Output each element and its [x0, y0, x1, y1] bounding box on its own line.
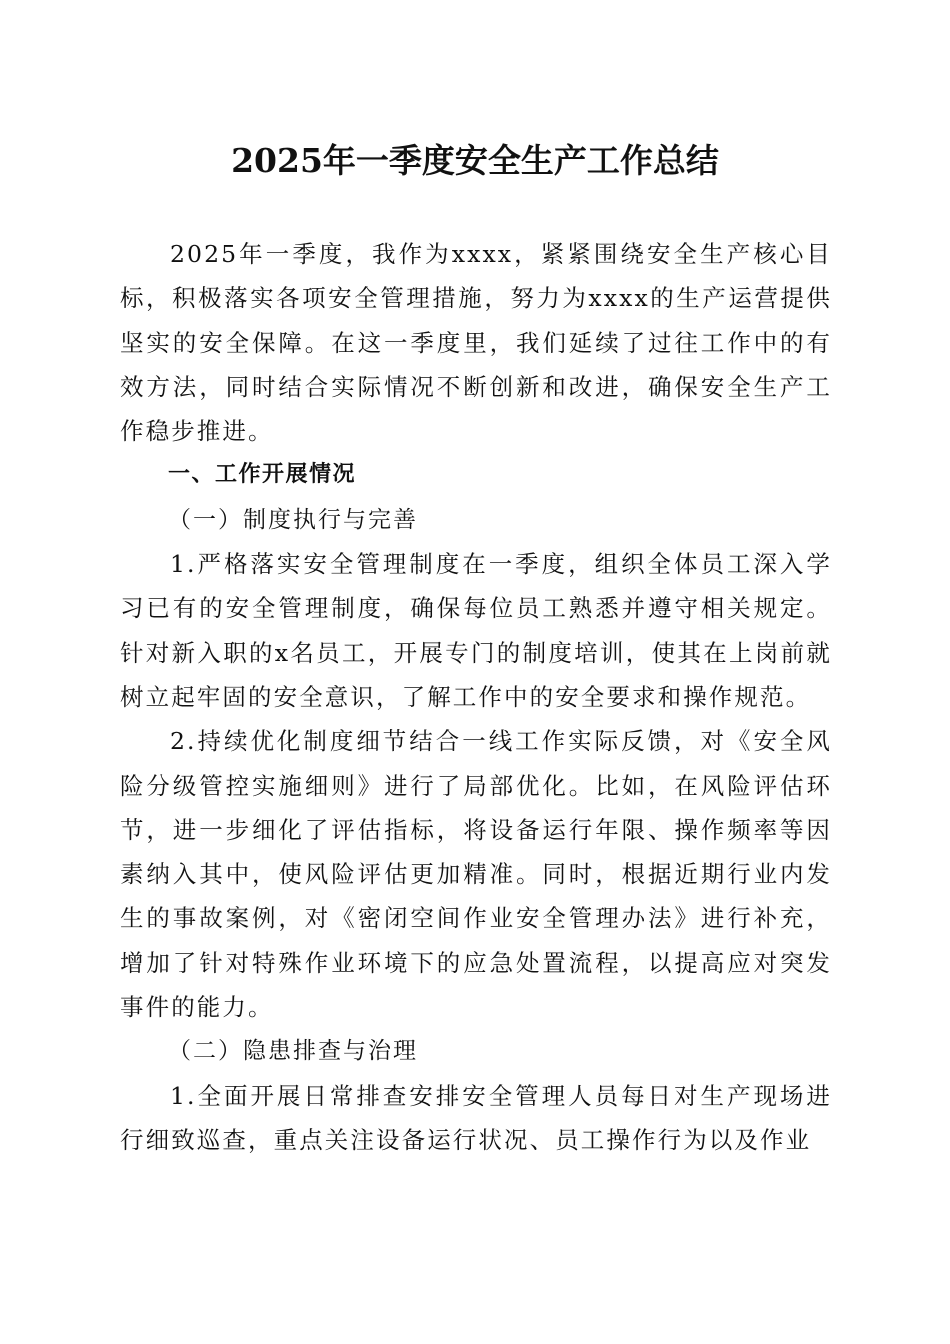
paragraph-item-2-system: 2.持续优化制度细节结合一线工作实际反馈，对《安全风险分级管控实施细则》进行了局部优化。比如，在风险评估环节，进一步细化了评估指标，将设备运行年限、操作频率等因素纳入其中，使风险评估更加精准。同时，根据近期行业内发生的事故案例，对《密闭空间作业安全管理办法》进行补充，增加了针对特殊作业环境下的应急处置流程，以提高应对突发事件的能力。 — [120, 727, 832, 1022]
subsection-heading-system-execution: （一）制度执行与完善 — [168, 506, 418, 533]
document-body — [120, 232, 832, 1162]
paragraph-item-1-system: 1.严格落实安全管理制度在一季度，组织全体员工深入学习已有的安全管理制度，确保每位员工熟悉并遵守相关规定。针对新入职的x名员工，开展专门的制度培训，使其在上岗前就树立起牢固的安全意识，了解工作中的安全要求和操作规范。 — [120, 550, 832, 711]
section-heading-work-progress: 一、工作开展情况 — [168, 462, 357, 488]
paragraph-item-1-hazard: 1.全面开展日常排查安排安全管理人员每日对生产现场进行细致巡查，重点关注设备运行状况、员工操作行为以及作业 — [120, 1081, 832, 1154]
intro-paragraph: 2025年一季度，我作为xxxx，紧紧围绕安全生产核心目标，积极落实各项安全管理措施，努力为xxxx的生产运营提供坚实的安全保障。在这一季度里，我们延续了过往工作中的有效方法，同时结合实际情况不断创新和改进，确保安全生产工作稳步推进。 — [120, 240, 832, 446]
document-title: 2025年一季度安全生产工作总结 — [231, 141, 719, 180]
subsection-heading-hazard-inspection: （二）隐患排查与治理 — [168, 1038, 418, 1065]
